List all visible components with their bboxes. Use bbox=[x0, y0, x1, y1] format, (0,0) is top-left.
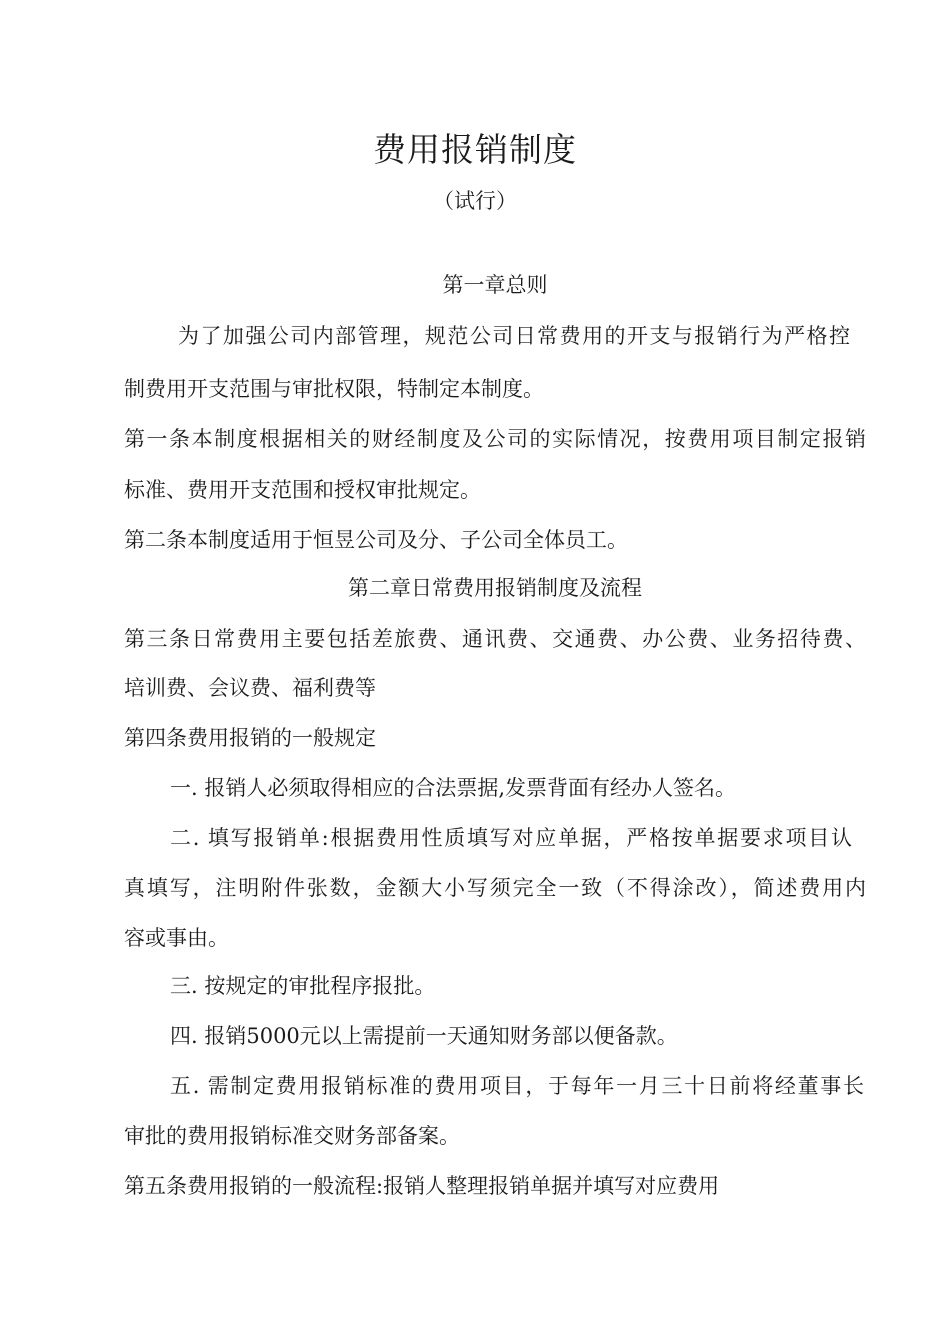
article-3-line-1: 第三条日常费用主要包括差旅费、通讯费、交通费、办公费、业务招待费、 bbox=[124, 627, 866, 651]
article-4-item-2-line-3: 容或事由。 bbox=[124, 926, 229, 950]
intro-paragraph-line-2: 制费用开支范围与审批权限，特制定本制度。 bbox=[124, 377, 544, 401]
document-title: 费用报销制度 bbox=[373, 130, 577, 169]
article-4-item-4: 四. 报销5000元以上需提前一天通知财务部以便备款。 bbox=[170, 1024, 678, 1048]
article-5: 第五条费用报销的一般流程:报销人整理报销单据并填写对应费用 bbox=[124, 1174, 720, 1198]
article-4-item-2-line-1: 二. 填写报销单:根据费用性质填写对应单据，严格按单据要求项目认 bbox=[170, 826, 852, 850]
article-1-line-2: 标准、费用开支范围和授权审批规定。 bbox=[124, 478, 481, 502]
document-subtitle: （试行） bbox=[433, 189, 517, 213]
article-2: 第二条本制度适用于恒昱公司及分、子公司全体员工。 bbox=[124, 528, 628, 552]
chapter-2-heading: 第二章日常费用报销制度及流程 bbox=[348, 576, 642, 600]
article-4-item-2-line-2: 真填写，注明附件张数，金额大小写须完全一致（不得涂改），简述费用内 bbox=[124, 876, 866, 900]
article-3-line-2: 培训费、会议费、福利费等 bbox=[124, 676, 376, 700]
article-4-heading: 第四条费用报销的一般规定 bbox=[124, 726, 376, 750]
article-1-line-1: 第一条本制度根据相关的财经制度及公司的实际情况，按费用项目制定报销 bbox=[124, 427, 866, 451]
intro-paragraph-line-1: 为了加强公司内部管理，规范公司日常费用的开支与报销行为严格控 bbox=[178, 324, 850, 348]
chapter-1-heading: 第一章总则 bbox=[442, 273, 548, 297]
article-4-item-5-line-1: 五. 需制定费用报销标准的费用项目，于每年一月三十日前将经董事长 bbox=[170, 1074, 864, 1098]
article-4-item-5-line-2: 审批的费用报销标准交财务部备案。 bbox=[124, 1124, 460, 1148]
article-4-item-1: 一. 报销人必须取得相应的合法票据,发票背面有经办人签名。 bbox=[170, 776, 737, 800]
article-4-item-3: 三. 按规定的审批程序报批。 bbox=[170, 974, 436, 998]
